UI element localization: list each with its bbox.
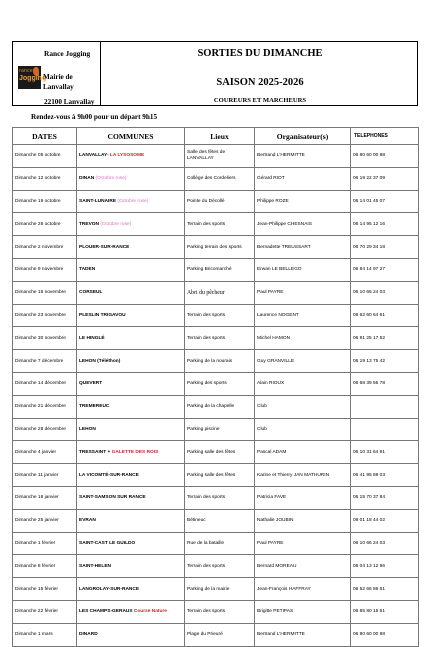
cell-commune (77, 555, 185, 578)
lieu-line: Bétineuc (187, 518, 206, 524)
commune-note: (Octobre rose) (117, 198, 149, 204)
lieu-line-2: LANVALLAY (187, 155, 214, 161)
commune-name: EVRAN (79, 518, 96, 524)
commune-name: TREVON (79, 221, 101, 227)
commune-note: LA LYSOSOME (109, 153, 145, 159)
cell-date: Dimanche 23 novembre (13, 304, 77, 327)
cell-telephone: 06 01 18 44 02 (351, 509, 419, 532)
cell-telephone: 06 19 13 75 42 (351, 350, 419, 373)
cell-date: Dimanche 9 novembre (13, 258, 77, 281)
table-header-row (13, 128, 419, 145)
commune-note: (Octobre rose) (100, 221, 132, 227)
cell-lieu (185, 167, 255, 190)
cell-organisateur: Bertrand L'HERMITTE (255, 145, 351, 168)
lieu-line: Terrain des sports (187, 335, 226, 341)
cell-organisateur: Alain RIOUX (255, 372, 351, 395)
audience-subtitle: COUREURS ET MARCHEURS (213, 97, 307, 104)
cell-organisateur: Club (255, 418, 351, 441)
cell-lieu (185, 350, 255, 373)
cell-commune (77, 167, 185, 190)
commune-name: TREMEREUC (79, 404, 110, 410)
table-row (13, 190, 419, 213)
commune-name: LES CHAMPS-GERAUX (79, 609, 134, 615)
cell-organisateur: Nathalie JOUBIN (255, 509, 351, 532)
lieu-line: Plage du Prieuré (187, 632, 223, 638)
cell-date: Dimanche 30 novembre (13, 327, 77, 350)
commune-name: TRESSAINT + (79, 449, 112, 455)
cell-organisateur: Gérard RIOT (255, 167, 351, 190)
lieu-line: Rue de la bataille (187, 540, 225, 546)
lieu-line: Salle des fêtes de (187, 149, 226, 155)
cell-commune (77, 532, 185, 555)
lieu-line: Parking salle des fêtes (187, 472, 236, 478)
cell-date: Dimanche 16 novembre (13, 281, 77, 304)
cell-organisateur: Bernard MOREAU (255, 555, 351, 578)
logo-text-top: rance (19, 68, 34, 74)
commune-name: LA VICOMTÉ-SUR-RANCE (79, 472, 139, 478)
document-title: SORTIES DU DIMANCHE (197, 48, 323, 59)
club-name: Rance Jogging (44, 49, 91, 58)
cell-lieu (185, 145, 255, 168)
lieu-line: Parking Bricomarché (187, 267, 232, 273)
lieu-line: Abri du pêcheur (187, 289, 225, 296)
cell-date: Dimanche 7 décembre (13, 350, 77, 373)
table-row (13, 623, 419, 646)
cell-lieu (185, 441, 255, 464)
lieu-line: Parking salle des fêtes (187, 449, 236, 455)
cell-commune (77, 213, 185, 236)
cell-commune (77, 509, 185, 532)
cell-lieu (185, 372, 255, 395)
commune-name: PLESLIN TRIGAVOU (79, 312, 126, 318)
lieu-line: Terrain des sports (187, 563, 226, 569)
cell-commune (77, 486, 185, 509)
cell-date: Dimanche 18 janvier (13, 486, 77, 509)
cell-telephone: 06 68 39 56 78 (351, 372, 419, 395)
table-row (13, 555, 419, 578)
table-row (13, 441, 419, 464)
lieu-line: Terrain des sports (187, 609, 226, 615)
commune-name: SAINT-CAST LE GUILDO (79, 540, 136, 546)
table-row (13, 167, 419, 190)
cell-organisateur: Laurence NOGENT (255, 304, 351, 327)
lieu-line: Parking de la nourais (187, 358, 233, 364)
commune-name: DINAN (79, 176, 96, 182)
lieu-line: Terrain des sports (187, 312, 226, 318)
cell-lieu (185, 623, 255, 646)
cell-telephone: 06 70 29 34 18 (351, 236, 419, 259)
cell-telephone: 06 84 14 97 27 (351, 258, 419, 281)
table-row (13, 236, 419, 259)
cell-telephone: 06 10 66 24 03 (351, 532, 419, 555)
cell-organisateur: Jean-Philippe CHESNAIS (255, 213, 351, 236)
mairie-line-1: Mairie de (43, 73, 73, 81)
table-row (13, 464, 419, 487)
table-row (13, 145, 419, 168)
commune-name: LEHON (Téléthon) (79, 358, 121, 364)
cell-telephone: 06 52 66 86 61 (351, 578, 419, 601)
cell-organisateur: Guy GRANVILLE (255, 350, 351, 373)
cell-telephone: 06 41 95 88 03 (351, 464, 419, 487)
cell-telephone: 06 81 25 17 52 (351, 327, 419, 350)
cell-lieu (185, 509, 255, 532)
header-dates: DATES (13, 128, 77, 145)
cell-commune (77, 304, 185, 327)
cell-lieu (185, 236, 255, 259)
cell-organisateur: Philippe ROZE (255, 190, 351, 213)
cell-telephone: 06 80 60 00 88 (351, 623, 419, 646)
cell-date: Dimanche 8 février (13, 555, 77, 578)
cell-organisateur: Club (255, 395, 351, 418)
header-lieux: Lieux (185, 128, 255, 145)
cell-lieu (185, 600, 255, 623)
commune-note: GALETTE DES ROIS (111, 449, 159, 455)
cell-telephone: 06 62 60 64 61 (351, 304, 419, 327)
lieu-line: Parking terrain des sports (187, 244, 242, 250)
cell-organisateur: Michel HAMON (255, 327, 351, 350)
mairie-label (43, 73, 74, 92)
table-row (13, 395, 419, 418)
commune-name: LEHON (79, 426, 96, 432)
lieu-line: Parking piscine (187, 426, 220, 432)
table-row (13, 327, 419, 350)
cell-commune (77, 418, 185, 441)
cell-date: Dimanche 22 février (13, 600, 77, 623)
commune-name: LANVALLAY- (79, 153, 110, 159)
cell-lieu (185, 578, 255, 601)
table-row (13, 350, 419, 373)
commune-name: QUEVERT (79, 381, 103, 387)
cell-telephone: 06 14 01 45 07 (351, 190, 419, 213)
cell-telephone: 06 04 13 12 96 (351, 555, 419, 578)
cell-lieu (185, 418, 255, 441)
logo-text-bottom: Jogging (19, 75, 47, 82)
cell-telephone: 06 14 95 12 16 (351, 213, 419, 236)
cell-commune (77, 372, 185, 395)
cell-date: Dimanche 1 mars (13, 623, 77, 646)
cell-organisateur: Patricia FAVE (255, 486, 351, 509)
cell-commune (77, 623, 185, 646)
commune-name: SAINT-HELEN (79, 563, 111, 569)
cell-telephone: 06 15 70 37 84 (351, 486, 419, 509)
mairie-line-2: Lanvallay (43, 82, 74, 91)
cell-date: Dimanche 15 février (13, 578, 77, 601)
schedule-table (12, 127, 419, 647)
table-row (13, 304, 419, 327)
cell-lieu (185, 304, 255, 327)
table-row (13, 418, 419, 441)
cell-telephone: 06 85 80 15 61 (351, 600, 419, 623)
header-telephones: TELEPHONES (351, 128, 419, 145)
cell-telephone (351, 395, 419, 418)
season-title: SAISON 2025-2026 (216, 77, 304, 88)
cell-lieu (185, 281, 255, 304)
cell-organisateur: Bernadette TREUSSART (255, 236, 351, 259)
cell-commune (77, 441, 185, 464)
cell-commune (77, 600, 185, 623)
cell-lieu (185, 555, 255, 578)
table-row (13, 281, 419, 304)
table-row (13, 578, 419, 601)
cell-date: Dimanche 28 décembre (13, 418, 77, 441)
cell-date: Dimanche 25 janvier (13, 509, 77, 532)
cell-organisateur: Brigitte PETIPAS (255, 600, 351, 623)
commune-name: SAINT-LUNAIRE (79, 198, 118, 204)
commune-name: SAINT-SAMSON SUR RANCE (79, 495, 146, 501)
cell-date: Dimanche 05 octobre (13, 145, 77, 168)
commune-name: LE HINGLÉ (79, 335, 105, 341)
header-communes: COMMUNES (77, 128, 185, 145)
cell-lieu (185, 190, 255, 213)
lieu-line: Terrain des sports (187, 495, 226, 501)
cell-commune (77, 578, 185, 601)
commune-note: (Octobre rose) (95, 176, 127, 182)
cell-commune (77, 145, 185, 168)
cell-commune (77, 281, 185, 304)
cell-date: Dimanche 19 octobre (13, 190, 77, 213)
table-row (13, 486, 419, 509)
cell-date: Dimanche 1 février (13, 532, 77, 555)
cell-commune (77, 350, 185, 373)
table-row (13, 258, 419, 281)
commune-name: PLOUER-SUR-RANCE (79, 244, 130, 250)
table-row (13, 509, 419, 532)
table-row (13, 600, 419, 623)
commune-name: DINARD (79, 632, 98, 638)
cell-lieu (185, 258, 255, 281)
table-row (13, 372, 419, 395)
cell-organisateur: Pascal ADAM (255, 441, 351, 464)
cell-commune (77, 236, 185, 259)
header-block (12, 41, 418, 106)
club-logo-icon (18, 66, 47, 89)
cell-telephone: 06 19 22 37 09 (351, 167, 419, 190)
lieu-line: Parking de la chapelle (187, 404, 235, 410)
cell-commune (77, 464, 185, 487)
cell-organisateur: Jean-François HAFFRAY (255, 578, 351, 601)
cell-date: Dimanche 11 janvier (13, 464, 77, 487)
cell-date: Dimanche 26 octobre (13, 213, 77, 236)
commune-note: Course Nature (133, 609, 167, 615)
cell-commune (77, 258, 185, 281)
cell-date: Dimanche 12 octobre (13, 167, 77, 190)
lieu-line: Terrain des sports (187, 221, 226, 227)
cell-organisateur: Karine et Thierry JAN MATHURIN (255, 464, 351, 487)
table-row (13, 532, 419, 555)
cell-date: Dimanche 14 décembre (13, 372, 77, 395)
lieu-line: Pointe du Décollé (187, 198, 225, 204)
cell-date: Dimanche 21 décembre (13, 395, 77, 418)
meeting-note: Rendez-vous à 9h00 pour un départ 9h15 (31, 113, 158, 121)
cell-lieu (185, 213, 255, 236)
commune-name: CORSEUL (79, 290, 103, 296)
cell-telephone: 06 80 60 00 88 (351, 145, 419, 168)
cell-lieu (185, 395, 255, 418)
cell-lieu (185, 486, 255, 509)
cell-telephone (351, 418, 419, 441)
commune-name: TADEN (79, 267, 96, 273)
cell-telephone: 06 10 31 64 91 (351, 441, 419, 464)
cell-commune (77, 327, 185, 350)
cell-date: Dimanche 2 novembre (13, 236, 77, 259)
cell-commune (77, 190, 185, 213)
cell-date: Dimanche 4 janvier (13, 441, 77, 464)
cell-telephone: 06 10 66 24 03 (351, 281, 419, 304)
cell-lieu (185, 327, 255, 350)
cell-organisateur: Paul PAYRE (255, 281, 351, 304)
lieu-line: Parking des sports (187, 381, 227, 387)
lieu-line: Collège des Cordeliers (187, 176, 236, 182)
postal-city: 22100 Lanvallay (44, 98, 95, 106)
cell-lieu (185, 464, 255, 487)
cell-organisateur: Paul PAYRE (255, 532, 351, 555)
cell-organisateur: Erwan LE BELLEGO (255, 258, 351, 281)
header-organisateurs: Organisateur(s) (255, 128, 351, 145)
commune-name: LANGROLAY-SUR-RANCE (79, 586, 140, 592)
cell-organisateur: Bertrand L'HERMITTE (255, 623, 351, 646)
cell-lieu (185, 532, 255, 555)
table-row (13, 213, 419, 236)
cell-commune (77, 395, 185, 418)
lieu-line: Parking de la mairie (187, 586, 230, 592)
